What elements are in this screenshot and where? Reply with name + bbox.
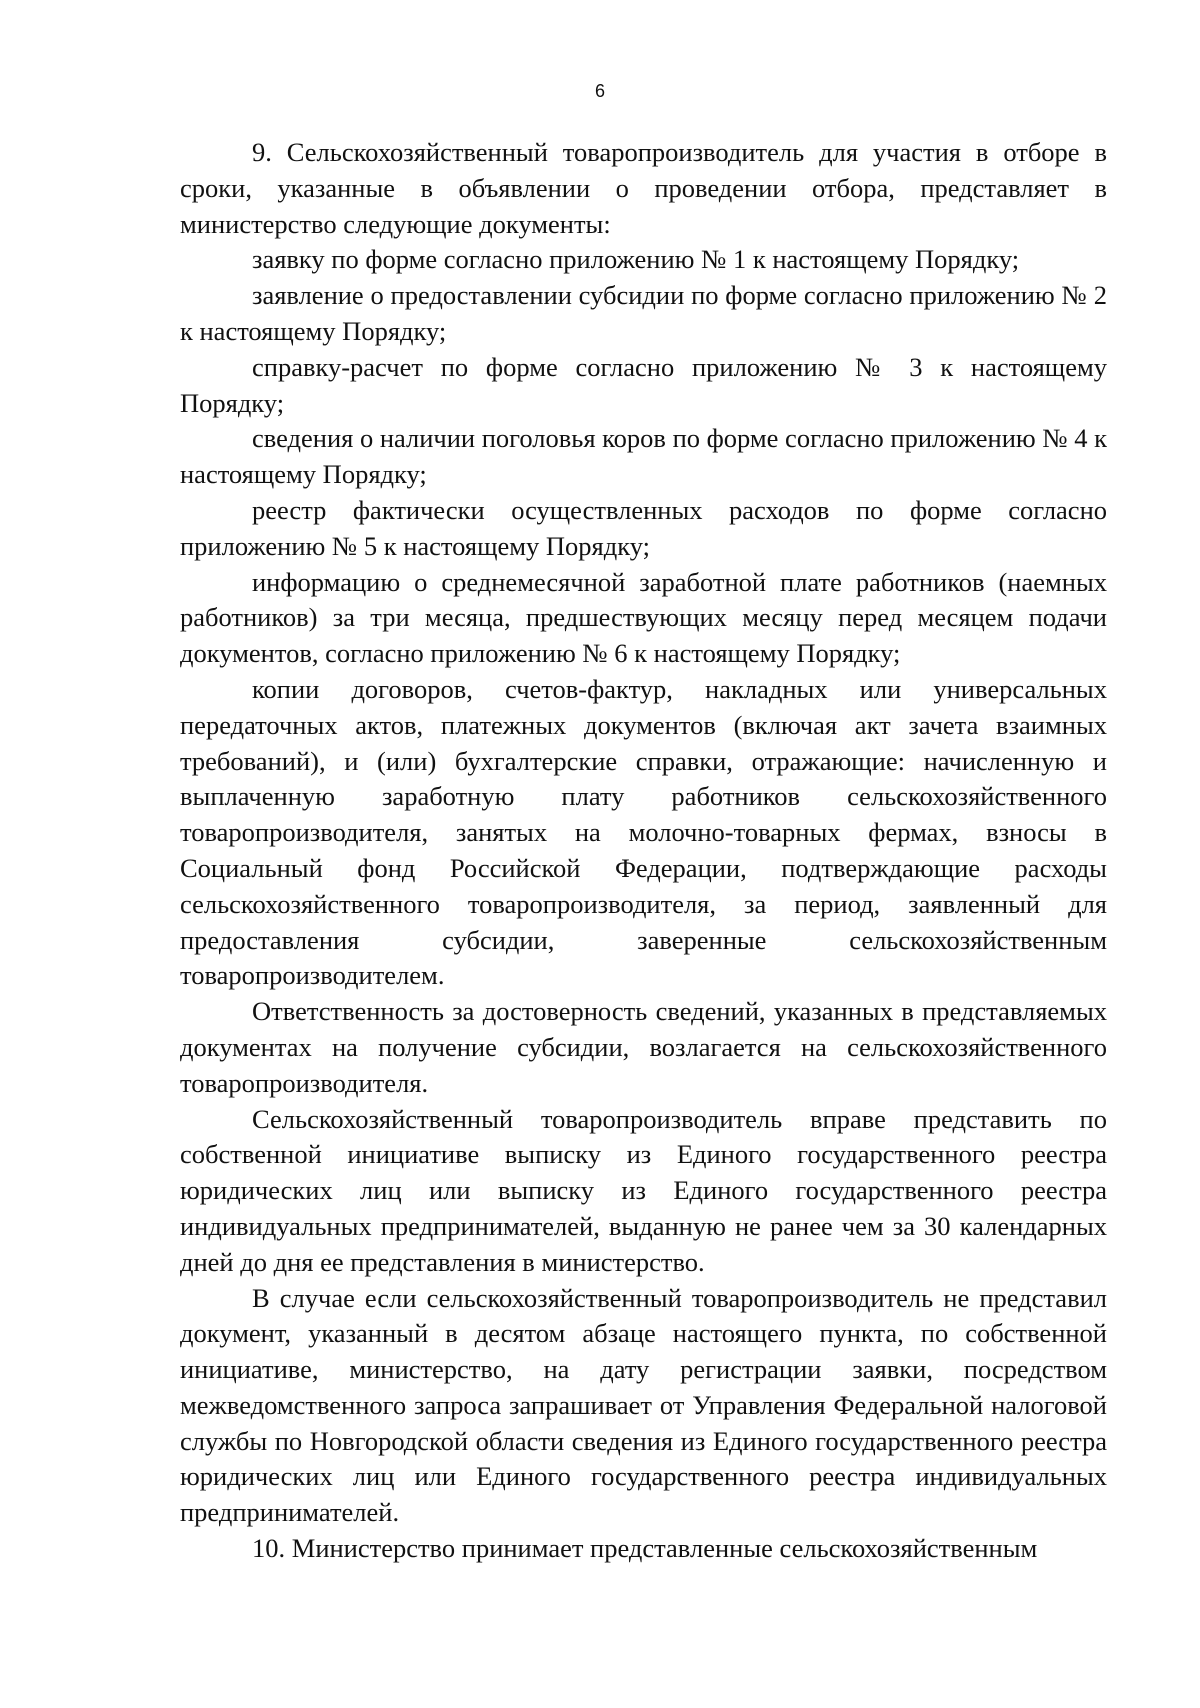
paragraph-interagency-request: В случае если сельскохозяйственный товаропроизводитель не представил документ, указанный в десятом абзаце настоящего пункта, по собственной инициативе, министерство, на дату регистрации заявки, посредством межведомственного запроса запрашивает от Управления Федеральной налоговой службы по Новгородской области сведения из Единого государственного реестра юридических лиц или Единого государственного реестра индивидуальных предпринимателей. <box>180 1282 1107 1528</box>
paragraph-item-9: 9. Сельскохозяйственный товаропроизводитель для участия в отборе в сроки, указанные в объявлении о проведении отбора, представляет в министерство следующие документы: <box>180 137 1107 239</box>
list-item-salary-info: информацию о среднемесячной заработной плате работников (наемных работников) за три месяца, предшествующих месяцу перед месяцем подачи документов, согласно приложению № 6 к настоящему Порядку; <box>180 566 1107 669</box>
document-body <box>180 135 1107 1567</box>
list-item-application: заявку по форме согласно приложению № 1 к настоящему Порядку; <box>252 244 1020 275</box>
paragraph-responsibility: Ответственность за достоверность сведений, указанных в представляемых документах на получение субсидии, возлагается на сельскохозяйственного товаропроизводителя. <box>180 996 1107 1098</box>
list-item-cow-livestock: сведения о наличии поголовья коров по форме согласно приложению № 4 к настоящему Порядку; <box>180 423 1107 490</box>
paragraph-registry-extract: Сельскохозяйственный товаропроизводитель вправе представить по собственной инициативе выписку из Единого государственного реестра юридических лиц или выписку из Единого государственного реестра индивидуальных предпринимателей, выданную не ранее чем за 30 календарных дней до дня ее представления в министерство. <box>180 1103 1107 1277</box>
list-item-contract-copies: копии договоров, счетов-фактур, накладных или универсальных передаточных актов, платежных документов (включая акт зачета взаимных требований), и (или) бухгалтерские справки, отражающие: начисленную и выплаченную заработную плату работников сельскохозяйственного товаропроизводителя, занятых на молочно-товарных фермах, взносы в Социальный фонд Российской Федерации, подтверждающие расходы сельскохозяйственного товаропроизводителя, за период, заявленный для предоставления субсидии, заверенные сельскохозяйственным товаропроизводителем. <box>180 673 1107 991</box>
paragraph-item-10: 10. Министерство принимает представленные сельскохозяйственным <box>252 1533 1038 1564</box>
page-number: 6 <box>594 81 605 101</box>
list-item-calculation: справку-расчет по форме согласно приложению № 3 к настоящему Порядку; <box>180 351 1107 418</box>
list-item-subsidy-statement: заявление о предоставлении субсидии по форме согласно приложению № 2 к настоящему Порядку; <box>180 280 1107 346</box>
list-item-expense-register: реестр фактически осуществленных расходов по форме согласно приложению № 5 к настоящему Порядку; <box>180 494 1107 561</box>
